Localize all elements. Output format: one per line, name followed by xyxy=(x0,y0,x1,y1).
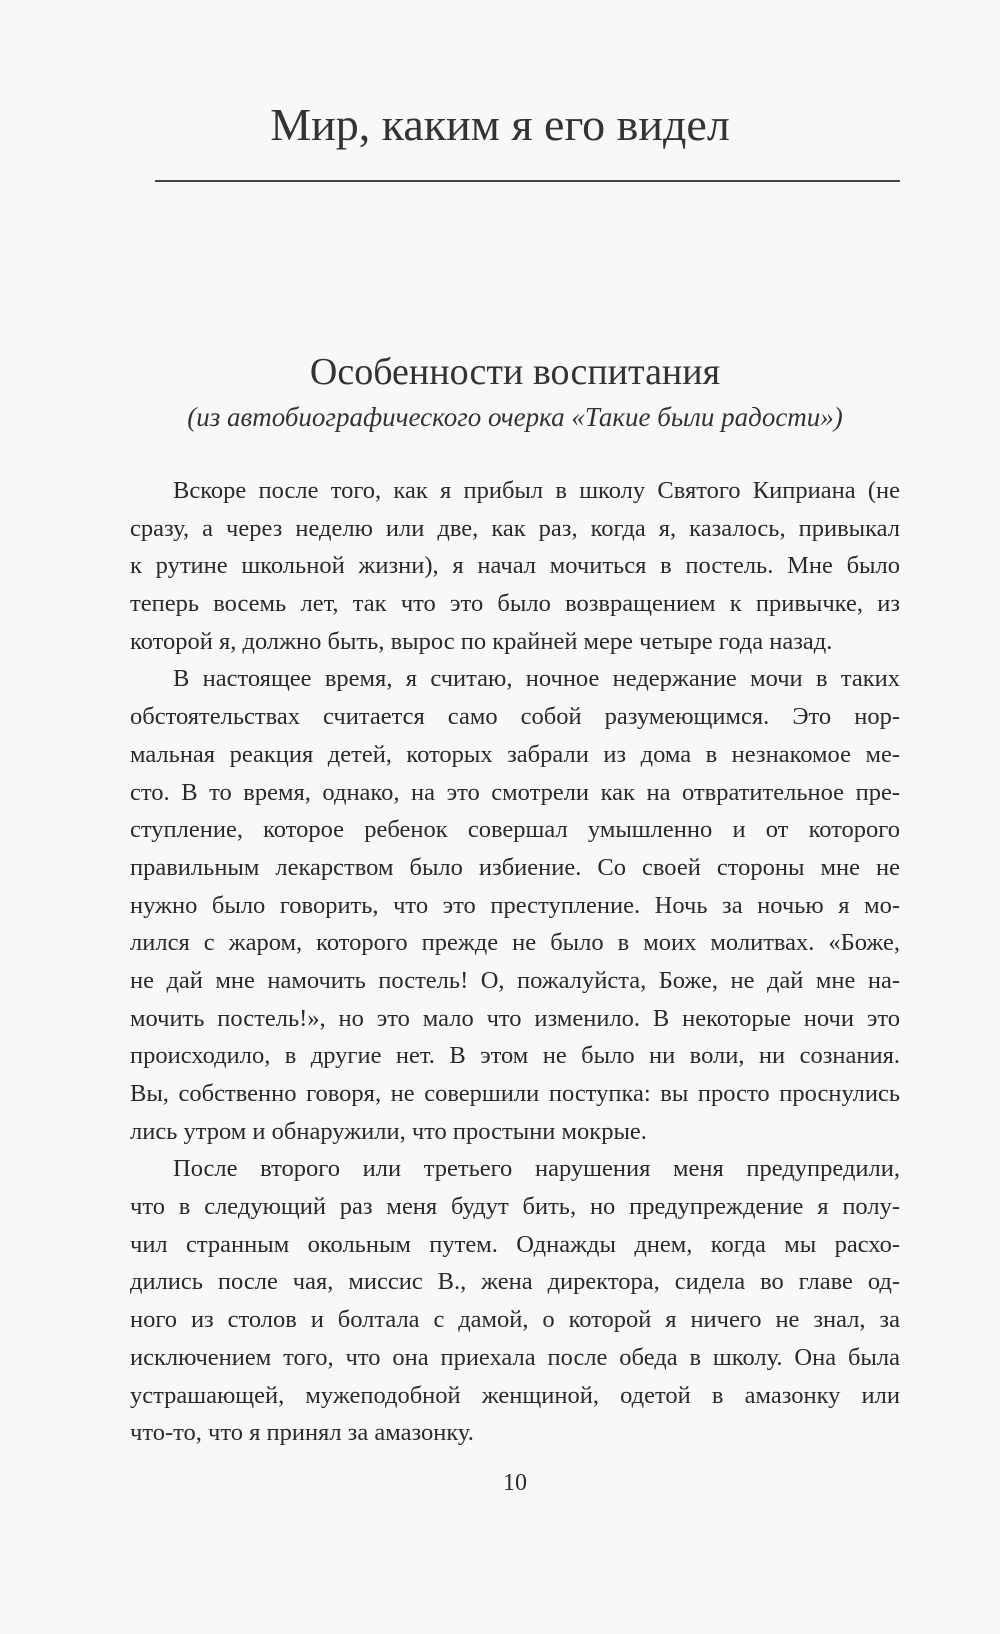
header-rule xyxy=(155,180,900,182)
text-line: ступление, которое ребенок совершал умышленно и от которого xyxy=(130,816,900,844)
text-line: В настоящее время, я считаю, ночное недержание мочи в таких xyxy=(173,665,900,693)
text-line: После второго или третьего нарушения меня предупредили, xyxy=(173,1155,900,1183)
text-line: исключением того, что она приехала после обеда в школу. Она была xyxy=(130,1343,900,1371)
page-number: 10 xyxy=(503,1470,527,1496)
text-line: не дай мне намочить постель! О, пожалуйста, Боже, не дай мне на- xyxy=(130,966,900,994)
text-line: нужно было говорить, что это преступление. Ночь за ночью я мо- xyxy=(130,891,900,919)
body-text xyxy=(130,472,900,1452)
text-line: обстоятельствах считается само собой разумеющимся. Это нор- xyxy=(130,703,900,731)
text-line: которой я, должно быть, вырос по крайней мере четыре года назад. xyxy=(130,627,833,655)
text-line: мочить постель!», но это мало что изменило. В некоторые ночи это xyxy=(130,1004,900,1032)
text-line: чил странным окольным путем. Однажды днем, когда мы расхо- xyxy=(130,1230,900,1258)
text-line: ного из столов и болтала с дамой, о которой я ничего не знал, за xyxy=(130,1306,900,1334)
text-line: правильным лекарством было избиение. Со своей стороны мне не xyxy=(130,853,900,881)
text-line: к рутине школьной жизни), я начал мочиться в постель. Мне было xyxy=(130,552,900,580)
section-subtitle: (из автобиографического очерка «Такие были радости») xyxy=(187,402,843,432)
text-line: сразу, а через неделю или две, как раз, когда я, казалось, привыкал xyxy=(130,514,900,542)
text-line: дились после чая, миссис В., жена директора, сидела во главе од- xyxy=(130,1268,900,1296)
text-line: Вскоре после того, как я прибыл в школу Святого Киприана (не xyxy=(173,477,900,504)
text-line: устрашающей, мужеподобной женщиной, одетой в амазонку или xyxy=(130,1381,900,1409)
text-line: сто. В то время, однако, на это смотрели как на отвратительное пре- xyxy=(130,778,900,806)
text-line: теперь восемь лет, так что это было возвращением к привычке, из xyxy=(130,590,900,618)
text-line: лись утром и обнаружили, что простыни мокрые. xyxy=(130,1117,647,1145)
text-line: мальная реакция детей, которых забрали из дома в незнакомое ме- xyxy=(130,740,900,768)
text-line: что-то, что я принял за амазонку. xyxy=(130,1419,474,1447)
text-line: лился с жаром, которого прежде не было в моих молитвах. «Боже, xyxy=(130,929,900,957)
text-line: Вы, собственно говоря, не совершили поступка: вы просто проснулись xyxy=(130,1080,900,1107)
section-title: Особенности воспитания xyxy=(309,351,721,393)
text-line: происходило, в другие нет. В этом не было ни воли, ни сознания. xyxy=(130,1042,900,1070)
running-title: Мир, каким я его видел xyxy=(270,99,730,150)
text-line: что в следующий раз меня будут бить, но предупреждение я полу- xyxy=(130,1193,900,1221)
